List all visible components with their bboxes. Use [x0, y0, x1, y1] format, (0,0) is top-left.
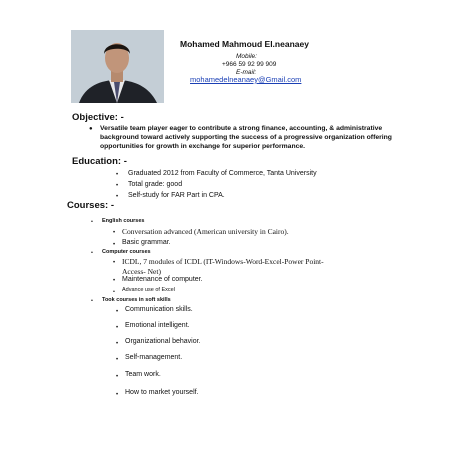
bullet: • [113, 278, 116, 284]
education-item: Self-study for FAR Part in CPA. [128, 192, 225, 199]
objective-bullet: ● [89, 126, 93, 132]
bullet: • [91, 219, 93, 225]
computer-courses-title: Computer courses [102, 249, 151, 255]
soft-skill-item: How to market yourself. [125, 389, 199, 396]
english-course-item: Basic grammar. [122, 239, 171, 246]
soft-skill-item: Communication skills. [125, 306, 193, 313]
education-item: Graduated 2012 from Faculty of Commerce, Tanta University [128, 170, 317, 177]
candidate-name: Mohamed Mahmoud El.neanaey [180, 39, 309, 49]
bullet: • [91, 298, 93, 304]
bullet: • [116, 172, 119, 178]
soft-skills-title: Took courses in soft skills [102, 297, 171, 303]
soft-skill-item: Emotional intelligent. [125, 322, 190, 329]
education-item: Total grade: good [128, 181, 183, 188]
bullet: • [116, 374, 119, 380]
bullet: • [113, 230, 116, 236]
computer-course-item-continued: Access- Net) [122, 267, 161, 276]
objective-heading: Objective: - [72, 112, 124, 123]
soft-skill-item: Team work. [125, 371, 161, 378]
bullet: • [91, 250, 93, 256]
soft-skill-item: Self-management. [125, 354, 183, 361]
education-heading: Education: - [72, 156, 127, 167]
bullet: • [116, 392, 119, 398]
bullet: • [116, 309, 119, 315]
objective-text: Versatile team player eager to contribute a strong finance, accounting, & administrative background toward actively supporting the success of a progressive organization offering opportunities for growth in exchange for superior performance. [100, 125, 392, 150]
email-label: E-mail: [236, 69, 257, 76]
profile-photo [71, 30, 164, 103]
soft-skill-item: Organizational behavior. [125, 338, 201, 345]
bullet: • [113, 289, 115, 295]
bullet: • [113, 242, 116, 248]
computer-course-item: ICDL, 7 modules of ICDL (IT-Windows-Word-Excel-Power Point- [122, 257, 324, 266]
email-link[interactable]: mohamedelneanaey@Gmail.com [190, 75, 302, 84]
bullet: • [116, 183, 119, 189]
bullet: • [116, 341, 119, 347]
bullet: • [116, 357, 119, 363]
bullet: • [113, 260, 116, 266]
bullet: • [116, 325, 119, 331]
english-courses-title: English courses [102, 218, 145, 224]
english-course-item: Conversation advanced (American university in Cairo). [122, 227, 289, 236]
bullet: • [116, 194, 119, 200]
courses-heading: Courses: - [67, 200, 114, 211]
computer-course-item: Maintenance of computer. [122, 276, 203, 283]
mobile-label: Mobile: [236, 53, 257, 60]
computer-course-item: Advance use of Excel [122, 287, 175, 293]
mobile-number: +966 59 92 99 909 [222, 61, 277, 68]
